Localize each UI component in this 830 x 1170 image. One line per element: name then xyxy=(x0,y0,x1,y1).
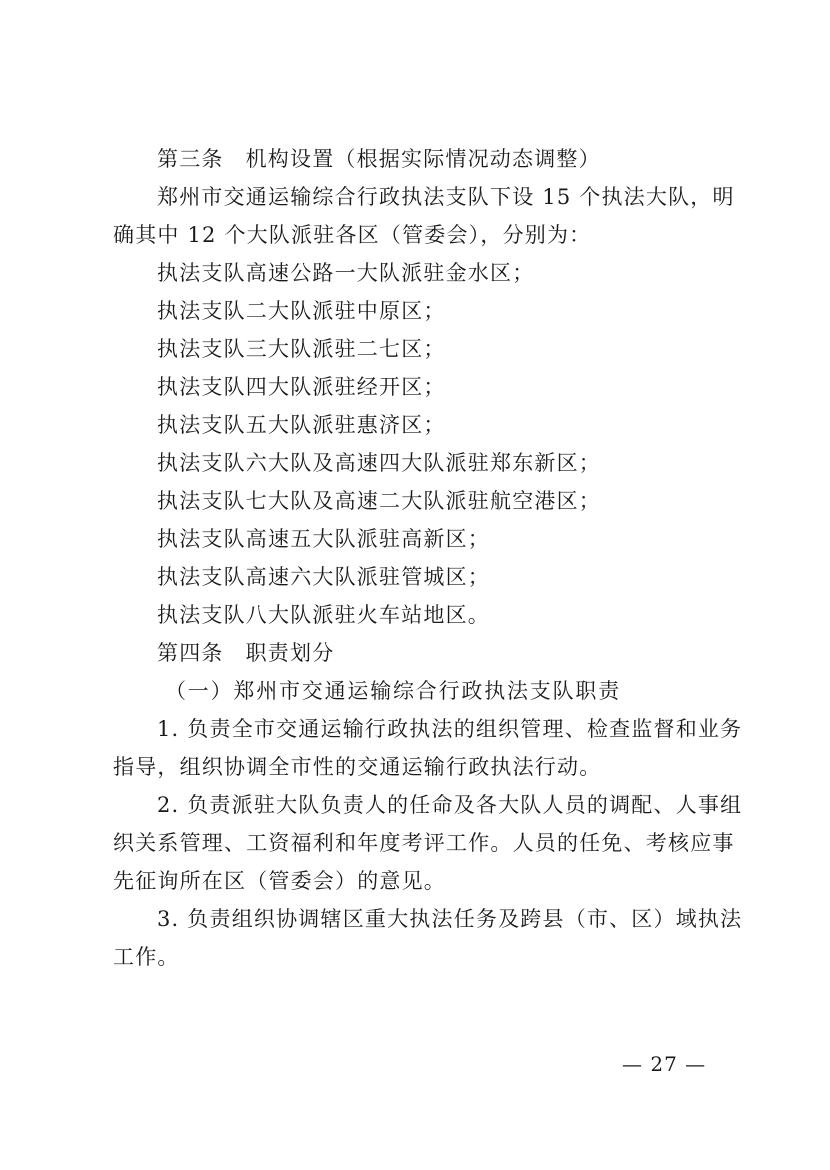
duty-1-line-1: 1. 负责全市交通运输行政执法的组织管理、检查监督和业务 xyxy=(157,717,743,741)
article-4-heading xyxy=(113,634,725,672)
duty-2-line-2: 织关系管理、工资福利和年度考评工作。人员的任免、考核应事 xyxy=(113,831,735,855)
list-item-huiji: 执法支队五大队派驻惠济区； xyxy=(157,413,446,437)
list-item-gaoxin: 执法支队高速五大队派驻高新区； xyxy=(157,527,490,551)
section-1-title: （一）郑州市交通运输综合行政执法支队职责 xyxy=(165,679,621,703)
article-3-intro-line-1: 郑州市交通运输综合行政执法支队下设 15 个执法大队，明 xyxy=(157,185,735,209)
list-item-huochezhan: 执法支队八大队派驻火车站地区。 xyxy=(157,603,490,627)
duty-2-line-3: 先征询所在区（管委会）的意见。 xyxy=(113,869,446,893)
article-3-heading xyxy=(113,140,725,178)
duty-1-line-2: 指导，组织协调全市性的交通运输行政执法行动。 xyxy=(113,755,602,779)
document-body xyxy=(113,140,743,976)
duty-3-line-2: 工作。 xyxy=(113,945,180,969)
list-item-zhongyuan: 执法支队二大队派驻中原区； xyxy=(157,299,446,323)
page-number: — 27 — xyxy=(622,1052,707,1076)
article-4-title: 职责划分 xyxy=(245,641,335,665)
article-3-intro-line-2: 确其中 12 个大队派驻各区（管委会），分别为： xyxy=(113,223,592,247)
article-3-number: 第三条 xyxy=(157,147,224,171)
article-3-title: 机构设置（根据实际情况动态调整） xyxy=(245,147,601,171)
list-item-guancheng: 执法支队高速六大队派驻管城区； xyxy=(157,565,490,589)
list-item-jinshui: 执法支队高速公路一大队派驻金水区； xyxy=(157,261,535,285)
article-4-number: 第四条 xyxy=(157,641,224,665)
list-item-erqi: 执法支队三大队派驻二七区； xyxy=(157,337,446,361)
list-item-hangkonggang: 执法支队七大队及高速二大队派驻航空港区； xyxy=(157,489,601,513)
list-item-jingkai: 执法支队四大队派驻经开区； xyxy=(157,375,446,399)
duty-2-line-1: 2. 负责派驻大队负责人的任命及各大队人员的调配、人事组 xyxy=(157,793,743,817)
list-item-zhengdong: 执法支队六大队及高速四大队派驻郑东新区； xyxy=(157,451,601,475)
duty-3-line-1: 3. 负责组织协调辖区重大执法任务及跨县（市、区）域执法 xyxy=(157,907,743,931)
